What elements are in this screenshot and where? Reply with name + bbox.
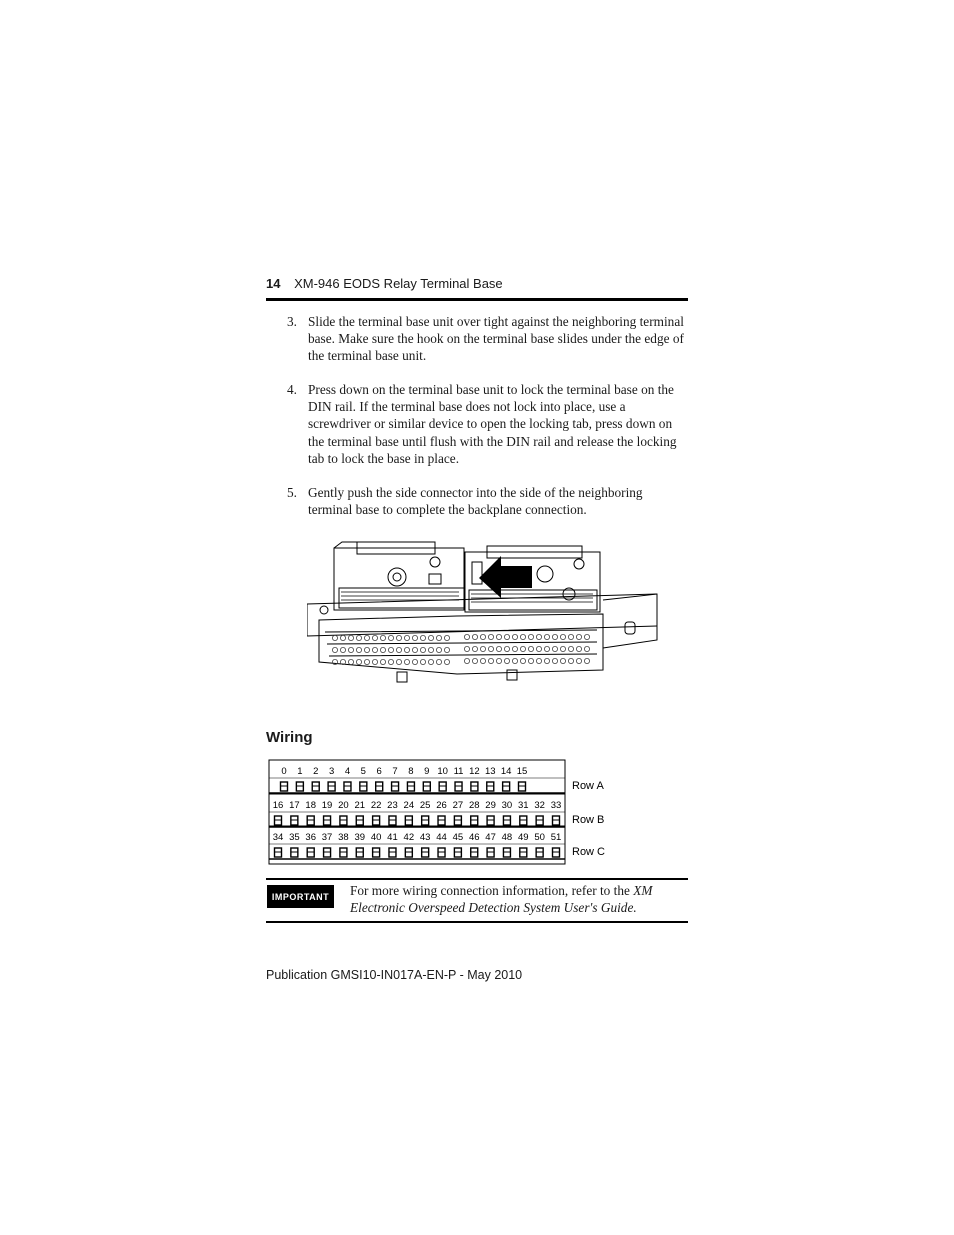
terminal-number: 29 <box>485 800 496 811</box>
running-header <box>266 276 503 291</box>
terminal-base-illustration <box>307 540 662 690</box>
terminal-number: 35 <box>289 832 300 843</box>
terminal-number: 48 <box>501 832 513 843</box>
terminal-number: 14 <box>500 766 512 777</box>
terminal-number: 19 <box>321 800 333 811</box>
terminal-number: 51 <box>550 832 562 843</box>
terminal-number: 24 <box>403 800 415 811</box>
important-top-rule <box>266 878 688 880</box>
terminal-number: 28 <box>468 800 480 811</box>
terminal-number: 21 <box>354 800 366 811</box>
row-label: Row C <box>572 846 606 858</box>
terminal-number: 9 <box>424 766 430 777</box>
terminal-number: 15 <box>516 766 528 777</box>
terminal-number: 25 <box>419 800 431 811</box>
terminal-number: 0 <box>281 766 287 777</box>
terminal-number: 36 <box>305 832 316 843</box>
terminal-number: 41 <box>387 832 398 843</box>
wiring-diagram <box>266 758 626 868</box>
important-text <box>350 882 680 916</box>
terminal-number: 34 <box>272 832 284 843</box>
row-label: Row A <box>572 780 604 792</box>
step-number: 5. <box>287 485 297 500</box>
guide-title: XM Electronic Overspeed Detection System User's Guide. <box>350 883 653 916</box>
important-bottom-rule <box>266 921 688 923</box>
push-arrow-icon <box>479 556 532 598</box>
step-5 <box>287 484 687 518</box>
header-title: XM-946 EODS Relay Terminal Base <box>294 276 503 291</box>
terminal-number: 47 <box>485 832 496 843</box>
publication-footer: Publication GMSI10-IN017A-EN-P - May 2010 <box>266 968 523 982</box>
row-label: Row B <box>572 814 605 826</box>
terminal-number: 6 <box>376 766 382 777</box>
terminal-number: 44 <box>436 832 447 843</box>
terminal-number: 5 <box>360 766 366 777</box>
terminal-number: 18 <box>305 800 316 811</box>
terminal-number: 2 <box>313 766 319 777</box>
terminal-number: 12 <box>469 766 480 777</box>
terminal-number: 39 <box>354 832 366 843</box>
terminal-number: 40 <box>370 832 382 843</box>
step-text: Gently push the side connector into the side of the neighboring terminal base to complete the backplane connection. <box>308 485 643 518</box>
terminal-number: 50 <box>534 832 545 843</box>
important-badge: IMPORTANT <box>267 885 334 908</box>
terminal-number: 23 <box>387 800 398 811</box>
header-rule <box>266 298 688 301</box>
terminal-number: 45 <box>452 832 464 843</box>
page-number: 14 <box>266 276 281 291</box>
terminal-number: 42 <box>403 832 415 843</box>
step-4 <box>287 381 687 467</box>
terminal-number: 22 <box>370 800 382 811</box>
terminal-number: 37 <box>321 832 333 843</box>
step-text: Slide the terminal base unit over tight against the neighboring terminal base. Make sure the hook on the terminal base slides under the edge of the terminal base unit. <box>308 314 684 364</box>
terminal-number: 13 <box>484 766 496 777</box>
terminal-number: 33 <box>550 800 562 811</box>
step-number: 4. <box>287 382 297 397</box>
terminal-number: 16 <box>272 800 284 811</box>
terminal-number: 30 <box>501 800 513 811</box>
terminal-number: 49 <box>518 832 529 843</box>
terminal-number: 32 <box>534 800 545 811</box>
terminal-number: 20 <box>338 800 349 811</box>
terminal-number: 8 <box>408 766 414 777</box>
step-3 <box>287 313 687 365</box>
section-heading: Wiring <box>266 729 313 746</box>
terminal-number: 3 <box>328 766 335 777</box>
terminal-number: 7 <box>392 766 398 777</box>
terminal-number: 10 <box>437 766 448 777</box>
terminal-number: 27 <box>452 800 464 811</box>
important-text-plain: For more wiring connection information, refer to the <box>350 883 634 898</box>
terminal-number: 4 <box>344 766 351 777</box>
terminal-number: 11 <box>453 766 464 777</box>
terminal-number: 38 <box>338 832 349 843</box>
terminal-number: 17 <box>289 800 300 811</box>
step-number: 3. <box>287 314 297 329</box>
step-text: Press down on the terminal base unit to lock the terminal base on the DIN rail. If the terminal base does not lock into place, use a screwdriver or similar device to open the locking tab, press down on the terminal base until flush with the DIN rail and release the locking tab to lock the base in place. <box>308 382 677 466</box>
terminal-number: 46 <box>468 832 480 843</box>
terminal-number: 1 <box>297 766 303 777</box>
terminal-number: 31 <box>518 800 529 811</box>
terminal-number: 43 <box>419 832 431 843</box>
terminal-number: 26 <box>436 800 447 811</box>
